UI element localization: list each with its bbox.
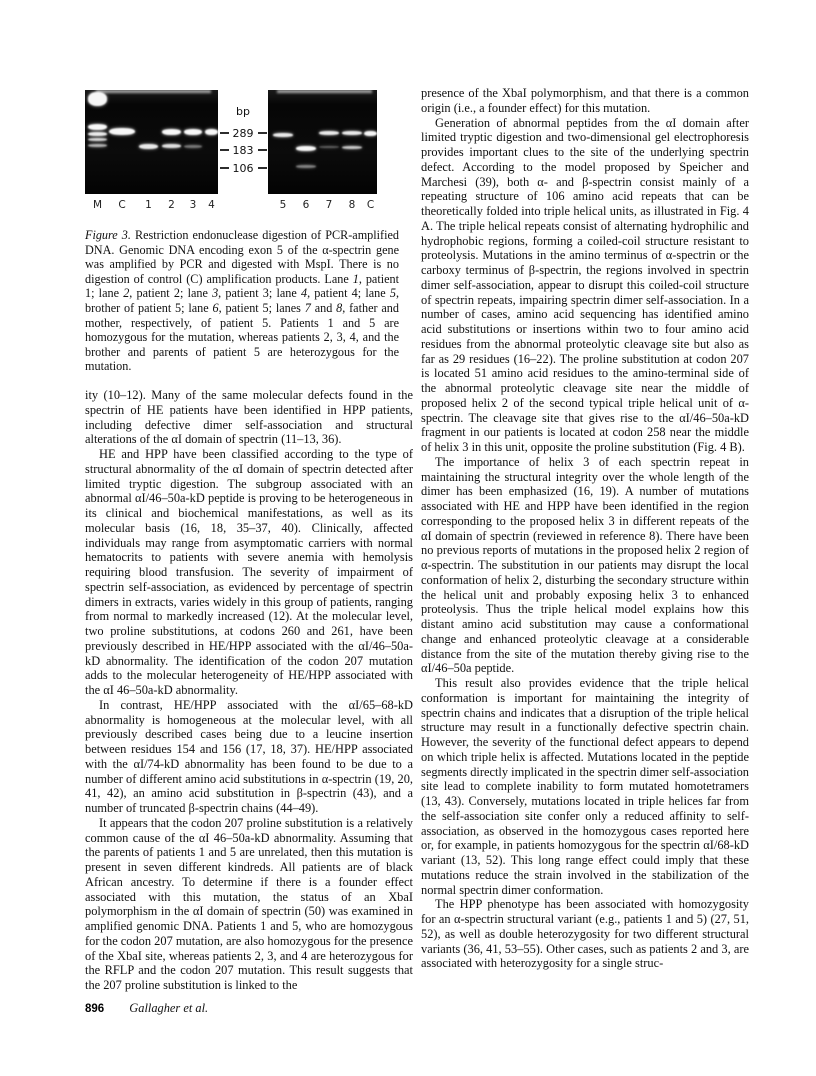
caption-segment: 6 [212, 300, 219, 315]
caption-segment: , patient 1; lane [85, 271, 399, 301]
right-column [421, 86, 749, 971]
lane-label: 6 [302, 199, 310, 211]
dna-band [296, 146, 316, 151]
marker-dash-icon [220, 167, 229, 169]
caption-segment: 8 [336, 300, 343, 315]
figure-3 [85, 88, 413, 374]
marker-size-label: 106 [232, 161, 254, 175]
dna-band [342, 131, 362, 135]
caption-segment: Restriction endonuclease digestion of PCR-amplified DNA. Genomic DNA encoding exon 5 of the α-spectrin gene was amplified by PCR and digested with MspI. There is no digestion of control (C) amplification products. Lane [85, 228, 399, 286]
caption-segment: , patient 4; lane [307, 286, 390, 301]
caption-segment: , brother of patient 5; lane [85, 286, 399, 315]
dna-band [184, 129, 202, 135]
dna-band [88, 132, 107, 136]
marker-size-label: 289 [232, 126, 254, 140]
dna-band [88, 144, 107, 147]
caption-segment: , father and mother, respectively, of patient 5. Patients 1 and 5 are homozygous for the mutation, whereas patients 2, 3, 4, and the brother and parents of patient 5 are heterozygous for the mutation. [85, 300, 399, 374]
lane-label: 1 [145, 199, 152, 211]
marker-dash-icon [258, 167, 267, 169]
left-column [85, 388, 413, 993]
caption-segment: and [310, 300, 337, 315]
lane-label: 5 [279, 199, 287, 211]
page-number: 896 [85, 1003, 105, 1015]
dna-band [273, 133, 293, 137]
dna-band [184, 145, 202, 148]
lane-label: 7 [325, 199, 333, 211]
caption-segment: , patient 5; lanes [218, 300, 305, 315]
running-authors: Gallagher et al. [129, 1001, 209, 1015]
lane-label: 4 [208, 199, 215, 211]
caption-segment: , patient 2; lane [129, 286, 213, 301]
lane-label: C [366, 199, 375, 211]
dna-band [162, 144, 181, 148]
lane-label: C [118, 199, 126, 211]
paragraph: It appears that the codon 207 proline substitution is a relatively common cause of the αI 46–50a-kD abnormality. Assuming that the parents of patients 1 and 5 are unrelated, then this mutation is present in seven different kindreds. All patients are of black African ancestry. To determine if there is a founder effect associated with this mutation, the status of an XbaI polymorphism in the αI domain of spectrin (50) was examined in amplified genomic DNA. Patients 1 and 5, who are homozygous for the codon 207 mutation, are also homozygous for the presence of the XbaI site, whereas patients 2, 3, and 4 are heterozygous for the RFLP and the codon 207 mutation. This result suggests that the 207 proline substitution is linked to the [85, 815, 413, 992]
dna-band [109, 128, 135, 135]
paragraph: ity (10–12). Many of the same molecular defects found in the spectrin of HE patients have been identified in HPP patients, including defective dimer self-association and structural alterations of the αI domain of spectrin (11–13, 36). [85, 388, 413, 447]
page-footer [85, 1001, 208, 1016]
dna-band [319, 146, 339, 148]
figure-caption [85, 228, 399, 374]
size-marker [219, 127, 267, 139]
marker-dash-icon [220, 149, 229, 151]
marker-dash-icon [258, 132, 267, 134]
marker-dash-icon [258, 149, 267, 151]
lane-label: 8 [348, 199, 356, 211]
caption-segment: 4 [300, 286, 308, 301]
dna-band [139, 144, 158, 149]
dna-band [205, 129, 218, 135]
caption-segment: 1 [352, 271, 359, 286]
dna-band [88, 92, 107, 106]
gel-panel-left [85, 90, 218, 194]
dna-band [364, 131, 377, 136]
lane-label: 3 [189, 199, 197, 211]
dna-band [88, 124, 107, 130]
caption-segment: 5 [389, 286, 396, 301]
paragraph: The HPP phenotype has been associated with homozygosity for an α-spectrin structural variant (e.g., patients 1 and 5) (27, 51, 52), as well as double heterozygosity for two different structural variants (36, 41, 53–55). Other cases, such as patients 2 and 3, are associated with heterozygosity for a single struc- [421, 897, 749, 971]
caption-segment: 2 [123, 286, 130, 301]
bp-unit-label: bp [236, 105, 250, 118]
paragraph: In contrast, HE/HPP associated with the αI/65–68-kD abnormality is homogeneous at the molecular level, with all previously described cases being due to a leucine insertion between residues 154 and 156 (17, 18, 37). HE/HPP associated with the αI/74-kD abnormality has been found to be due to a number of different amino acid substitutions in α-spectrin (19, 20, 41, 42), an amino acid substitution in β-spectrin (43), and a number of truncated β-spectrin chains (44–49). [85, 697, 413, 815]
paragraph: HE and HPP have been classified according to the type of structural abnormality of the αI domain of spectrin detected after limited tryptic digestion. The subgroup associated with an abnormal αI/46–50a-kD peptide is proving to be heterogeneous in its clinical and biochemical manifestations, as well as its molecular basis (16, 18, 35–37, 40). Clinically, affected individuals may range from asymptomatic carriers with normal hematocrits to patients with severe anemia with hemolysis requiring blood transfusion. The severity of impairment of spectrin self-association, as evidenced by percentage of spectrin dimers in extracts, varies widely in this group of patients, ranging from normal to markedly increased (12). At the molecular level, two proline substitutions, at codons 260 and 261, have been previously described in HE/HPP associated with the αI/46–50a-kD abnormality. The identification of the codon 207 mutation adds to the molecular heterogeneity of HE/HPP associated with the αI 46–50a-kD abnormality. [85, 447, 413, 697]
size-marker [219, 162, 267, 174]
marker-dash-icon [220, 132, 229, 134]
caption-segment: 3 [212, 286, 219, 301]
gel-photo [85, 88, 377, 214]
paragraph: Generation of abnormal peptides from the αI domain after limited tryptic digestion and two-dimensional gel electrophoresis provides important clues to the site of the underlying spectrin defect. According to the model proposed by Speicher and Marchesi (39), both α- and β-spectrin consist mainly of a repeating structure of 106 amino acid repeats that can be theoretically folded into triple helical units, as illustrated in Fig. 4 A. The triple helical repeats consist of alternating hydrophilic and hydrophobic regions, forming a coiled-coil structure resistant to proteolysis. Mutations in the amino terminus of α-spectrin or the carboxy terminus of β-spectrin, the regions involved in spectrin dimer self-association, appear to disrupt this coiled-coil structure of spectrin repeats, impairing spectrin dimer self-association. In a number of cases, amino acid sequencing has identified amino acid substitutions or insertions within two to four amino acid residues from the abnormal proteolytic cleavage site but also as far as 29 residues (16–22). The proline substitution at codon 207 is located 51 amino acid residues to the amino-terminal side of the abnormal proteolytic cleavage site near the middle of proposed helix 2 of the second typical triple helical unit of α-spectrin. The cleavage site that gives rise to the αI/46–50a-kD fragment in our patients is located at codon 258 near the middle of helix 3 in this unit, opposite the proline substitution (Fig. 4 B). [421, 115, 749, 454]
caption-segment: Figure 3. [85, 228, 131, 242]
caption-segment: 7 [304, 300, 311, 315]
marker-size-label: 183 [232, 143, 254, 157]
lane-label: M [92, 199, 103, 211]
dna-band [162, 129, 181, 135]
dna-band [319, 131, 339, 135]
size-marker [219, 144, 267, 156]
caption-segment: , patient 3; lane [218, 286, 301, 301]
paragraph: The importance of helix 3 of each spectrin repeat in maintaining the structural integrity over the whole length of the dimer has been emphasized (16, 19). A number of mutations associated with HE and HPP have been identified in the region corresponding to the proposed helix 3 in different repeats of the αI domain of spectrin (reviewed in reference 8). There have been no previous reports of mutations in the proposed helix 2 region of α-spectrin. The substitution in our patients may disrupt the local conformation of helix 2, disturbing the secondary structure within the helical unit and probably exposing helix 3 to enhanced proteolysis. Thus the triple helical model explains how this distant amino acid substitution may cause a conformational change and enhanced proteolytic cleavage at a considerable distance from the site of the mutation thereby giving rise to the αI/46–50a peptide. [421, 454, 749, 676]
paragraph: This result also provides evidence that the triple helical conformation is important for maintaining the integrity of spectrin chains and indicates that a disruption of the triple helical structure may result in a functionally defective spectrin chain. However, the severity of the functional defect appears to depend on which triple helix is affected. Mutations located in the peptide segments directly implicated in the spectrin dimer self-association site lead to complete inability to form mutated homotetramers (13, 43). Conversely, mutations located in triple helices far from the self-association site confer only a reduced affinity to self-association, as observed in the homozygous cases reported here or, for example, in patients homozygous for the spectrin αI/68-kD variant (13, 52). This long range effect could imply that these mutations reduce the strain involved in the stabilization of the normal spectrin dimer conformation. [421, 676, 749, 897]
dna-band [88, 138, 107, 141]
gel-panel-right [268, 90, 377, 194]
dna-band [296, 165, 316, 168]
dna-band [342, 146, 362, 149]
lane-label: 2 [168, 199, 175, 211]
paragraph: presence of the XbaI polymorphism, and that there is a common origin (i.e., a founder effect) for this mutation. [421, 86, 749, 115]
